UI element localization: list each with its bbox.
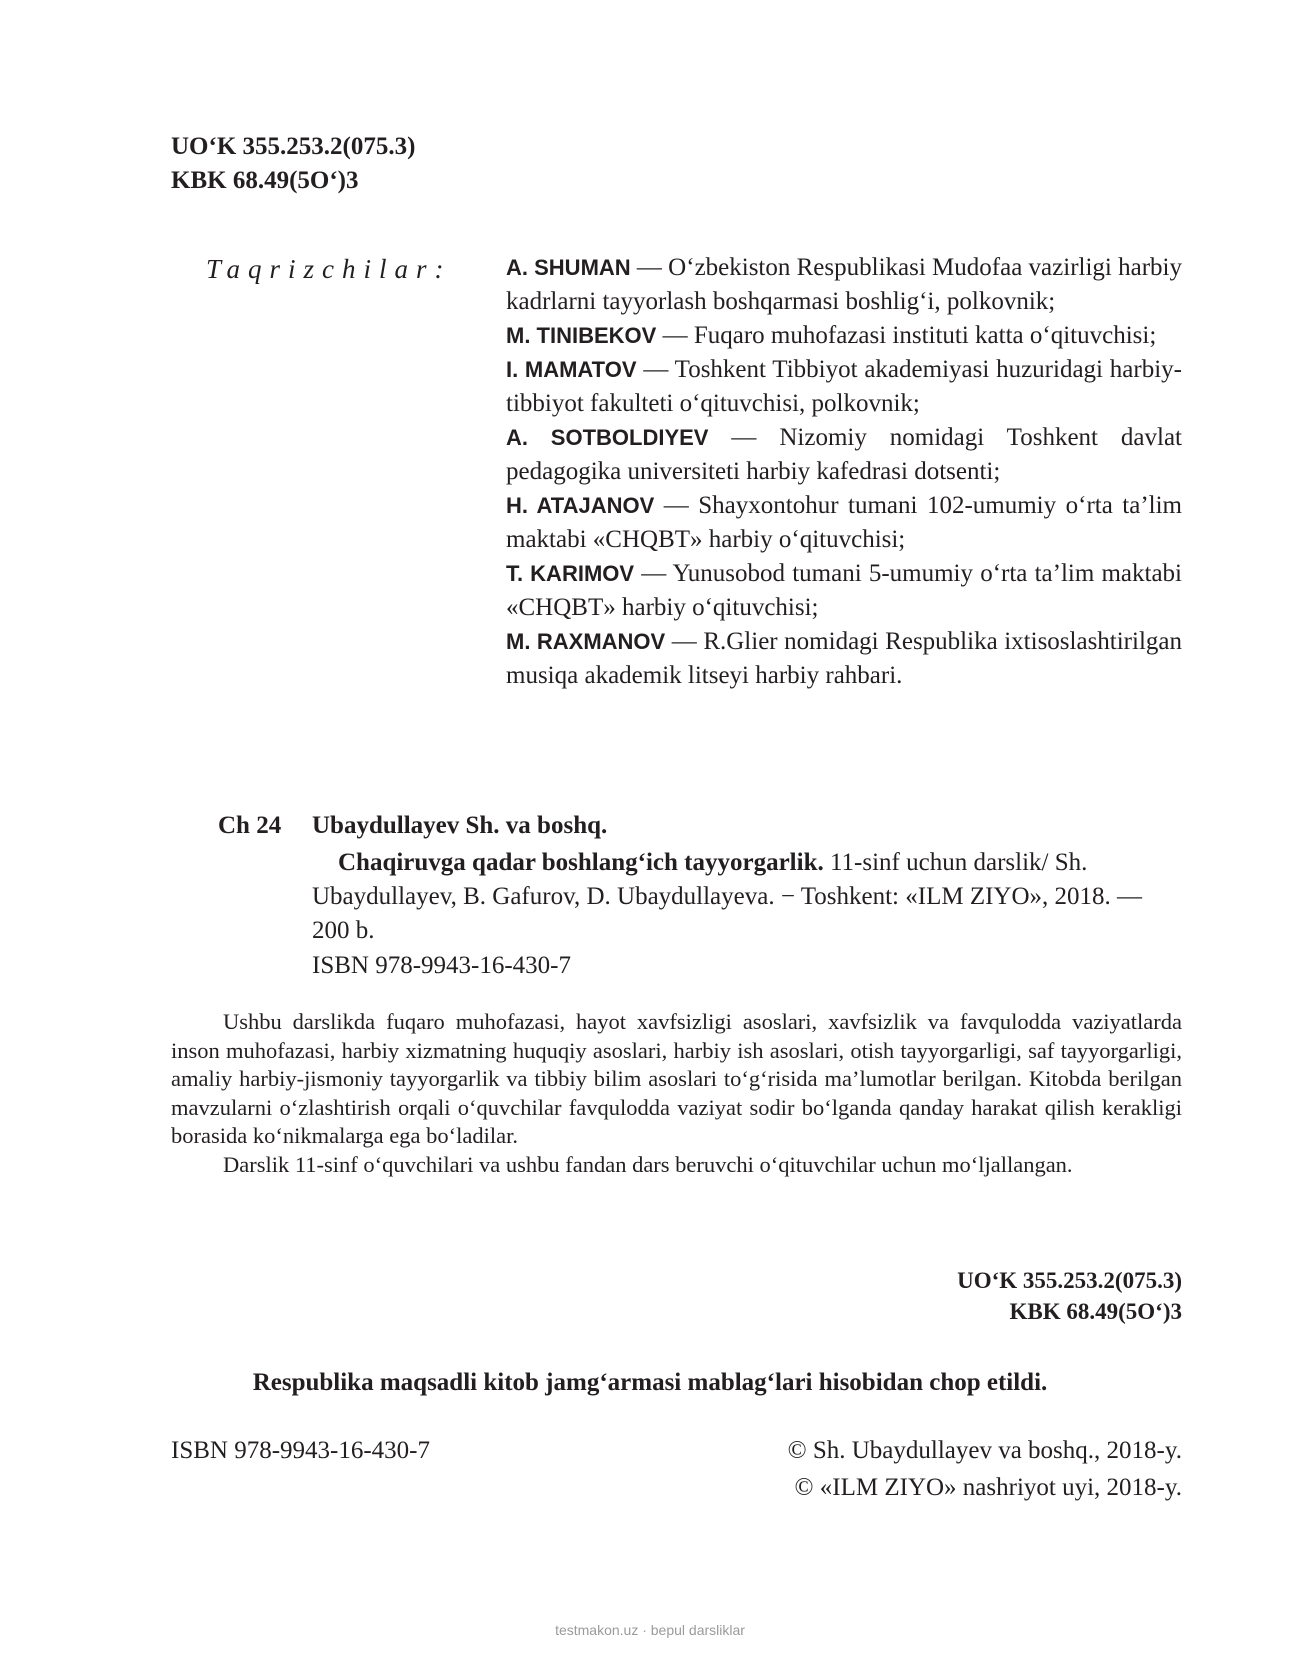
funding-note: Respublika maqsadli kitob jamg‘armasi mablag‘lari hisobidan chop etildi. [252, 1369, 1048, 1396]
kbk-code: KBK 68.49(5O‘)3 [171, 167, 359, 194]
reviewer-desc: — R.Glier nomidagi Respublika ixtisoslashtirilgan musiqa akademik litseyi harbiy rahbari. [506, 628, 1182, 689]
copyright-author: © Sh. Ubaydullayev va boshq., 2018-y. [787, 1437, 1182, 1464]
reviewer-desc: — O‘zbekiston Respublikasi Mudofaa vazirligi harbiy kadrlarni tayyorlash boshqarmasi boshlig‘i, polkovnik; [506, 254, 1182, 315]
header-classification [171, 130, 415, 198]
book-details: 11-sinf uchun darslik/ Sh. Ubaydullayev, B. Gafurov, D. Ubaydullayeva. − Toshkent: «ILM ZIYO», 2018. — 200 b. [312, 849, 1143, 944]
isbn: ISBN 978-9943-16-430-7 [171, 1437, 431, 1464]
reviewer-item [506, 319, 1182, 353]
annotation-paragraph: Ushbu darslikda fuqaro muhofazasi, hayot xavfsizligi asoslari, xavfsizlik va favqulodda vaziyatlarda inson muhofazasi, harbiy xizmatning huquqiy asoslari, harbiy ish asoslari, otish tayyorgarligi, saf tayyorgarligi, amaliy harbiy-jismoniy tayyorgarlik va tibbiy bilim asoslari to‘g‘risida ma’lumotlar berilgan. Kitobda berilgan mavzularni o‘zlashtirish orqali o‘quvchilar favqulodda vaziyat sodir bo‘lganda qanday harakat qilish kerakligi borasida ko‘nikmalarga ega bo‘ladilar. [171, 1009, 1182, 1148]
udk-code: UO‘K 355.253.2(075.3) [957, 1268, 1182, 1293]
copyright [788, 1432, 1182, 1506]
watermark-footer: testmakon.uz · bepul darsliklar [555, 1622, 745, 1638]
reviewers-list [506, 251, 1182, 693]
catalog-isbn: ISBN 978-9943-16-430-7 [312, 952, 572, 979]
reviewer-item [506, 625, 1182, 693]
annotation-paragraph: Darslik 11-sinf o‘quvchilari va ushbu fandan dars beruvchi o‘qituvchilar uchun mo‘ljallangan. [223, 1151, 1073, 1177]
reviewer-name: M. RAXMANOV [506, 629, 666, 654]
footer-classification [957, 1265, 1182, 1327]
reviewer-desc: — Shayxontohur tumani 102-umumiy o‘rta ta’lim maktabi «CHQBT» harbiy o‘qituvchisi; [506, 492, 1183, 553]
book-title: Chaqiruvga qadar boshlang‘ich tayyorgarlik. [338, 849, 824, 876]
reviewer-item [506, 251, 1182, 319]
reviewer-desc: — Yunusobod tumani 5-umumiy o‘rta ta’lim maktabi «CHQBT» harbiy o‘qituvchisi; [506, 560, 1182, 621]
catalog-description [312, 846, 1184, 948]
catalog-code: Ch 24 [218, 812, 282, 839]
reviewer-item [506, 557, 1182, 625]
udk-code: UO‘K 355.253.2(075.3) [171, 133, 416, 160]
kbk-code: KBK 68.49(5O‘)3 [1009, 1299, 1182, 1324]
reviewer-item [506, 421, 1182, 489]
annotation [171, 1008, 1182, 1179]
reviewer-item [506, 353, 1182, 421]
reviewer-name: T. KARIMOV [506, 561, 635, 586]
reviewer-item [506, 489, 1182, 557]
reviewer-desc: — Fuqaro muhofazasi instituti katta o‘qituvchisi; [656, 322, 1157, 349]
copyright-publisher: © «ILM ZIYO» nashriyot uyi, 2018-y. [794, 1474, 1182, 1501]
reviewer-desc: — Nizomiy nomidagi Toshkent davlat pedagogika universiteti harbiy kafedrasi dotsenti; [506, 424, 1182, 485]
reviewer-name: A. SHUMAN [506, 255, 631, 280]
catalog-author: Ubaydullayev Sh. va boshq. [312, 812, 608, 839]
reviewer-desc: — Toshkent Tibbiyot akademiyasi huzuridagi harbiy-tibbiyot fakulteti o‘qituvchisi, polkovnik; [506, 356, 1182, 417]
reviewer-name: I. MAMATOV [506, 357, 637, 382]
reviewer-name: A. SOTBOLDIYEV [506, 425, 709, 450]
reviewers-label: Taqrizchilar: [206, 254, 452, 284]
reviewer-name: M. TINIBEKOV [506, 323, 657, 348]
reviewer-name: H. ATAJANOV [506, 493, 655, 518]
